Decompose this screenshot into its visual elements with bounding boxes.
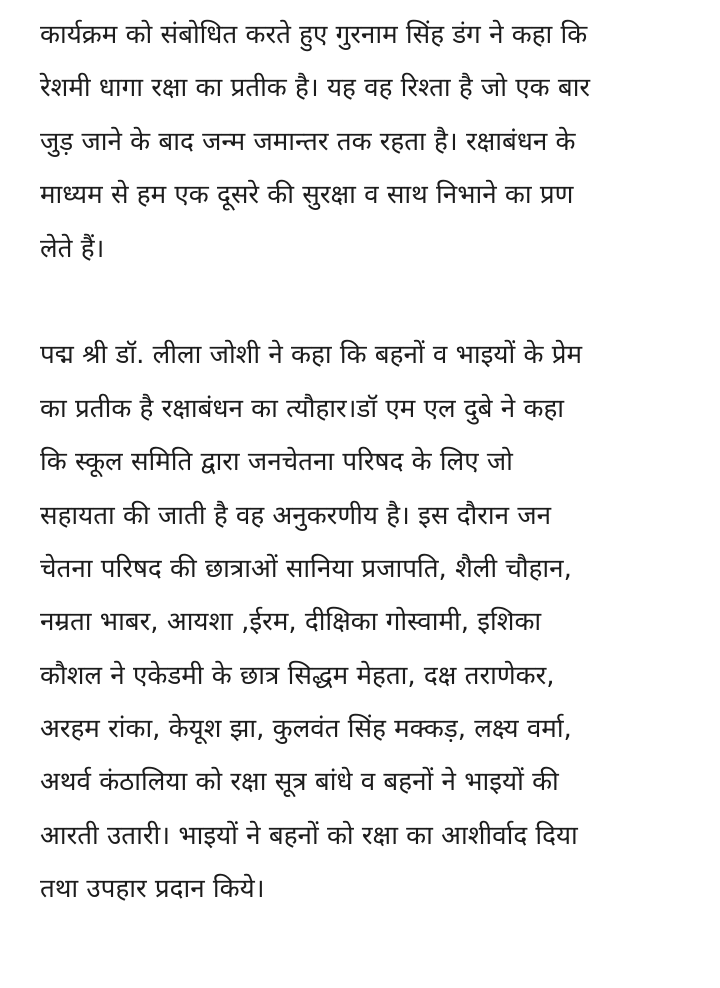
article-body bbox=[40, 9, 704, 917]
text-line: सहायता की जाती है वह अनुकरणीय है। इस दौरान जन bbox=[40, 500, 552, 531]
text-line: अथर्व कंठालिया को रक्षा सूत्र बांधे व बहनों ने भाइयों की bbox=[40, 767, 559, 798]
text-line: नम्रता भाबर, आयशा ,ईरम, दीक्षिका गोस्वामी, इशिका bbox=[40, 607, 542, 638]
text-line: तथा उपहार प्रदान किये। bbox=[40, 874, 265, 905]
text-line: माध्यम से हम एक दूसरे की सुरक्षा व साथ निभाने का प्रण bbox=[40, 180, 574, 211]
text-line: अरहम रांका, केयूश झा, कुलवंत सिंह मक्कड़, लक्ष्य वर्मा, bbox=[40, 714, 572, 745]
text-line: कौशल ने एकेडमी के छात्र सिद्धम मेहता, दक्ष तराणेकर, bbox=[40, 660, 555, 691]
paragraph-2 bbox=[40, 329, 704, 916]
text-line: कार्यक्रम को संबोधित करते हुए गुरनाम सिंह डंग ने कहा कि bbox=[40, 20, 588, 50]
text-line: कि स्कूल समिति द्वारा जनचेतना परिषद के लिए जो bbox=[40, 447, 513, 478]
text-line: का प्रतीक है रक्षाबंधन का त्यौहार।डॉ एम एल दुबे ने कहा bbox=[40, 393, 564, 424]
text-line: जुड़ जाने के बाद जन्म जमान्तर तक रहता है। रक्षाबंधन के bbox=[40, 126, 576, 157]
text-line: चेतना परिषद की छात्राओं सानिया प्रजापति, शैली चौहान, bbox=[40, 553, 572, 584]
paragraph-1 bbox=[40, 9, 704, 276]
paragraph-spacer bbox=[40, 276, 704, 329]
text-line: आरती उतारी। भाइयों ने बहनों को रक्षा का आशीर्वाद दिया bbox=[40, 820, 578, 851]
text-line: रेशमी धागा रक्षा का प्रतीक है। यह वह रिश्ता है जो एक बार bbox=[40, 73, 591, 104]
text-line: लेते हैं। bbox=[40, 233, 105, 264]
text-line: पद्म श्री डॉ. लीला जोशी ने कहा कि बहनों व भाइयों के प्रेम bbox=[40, 340, 583, 371]
